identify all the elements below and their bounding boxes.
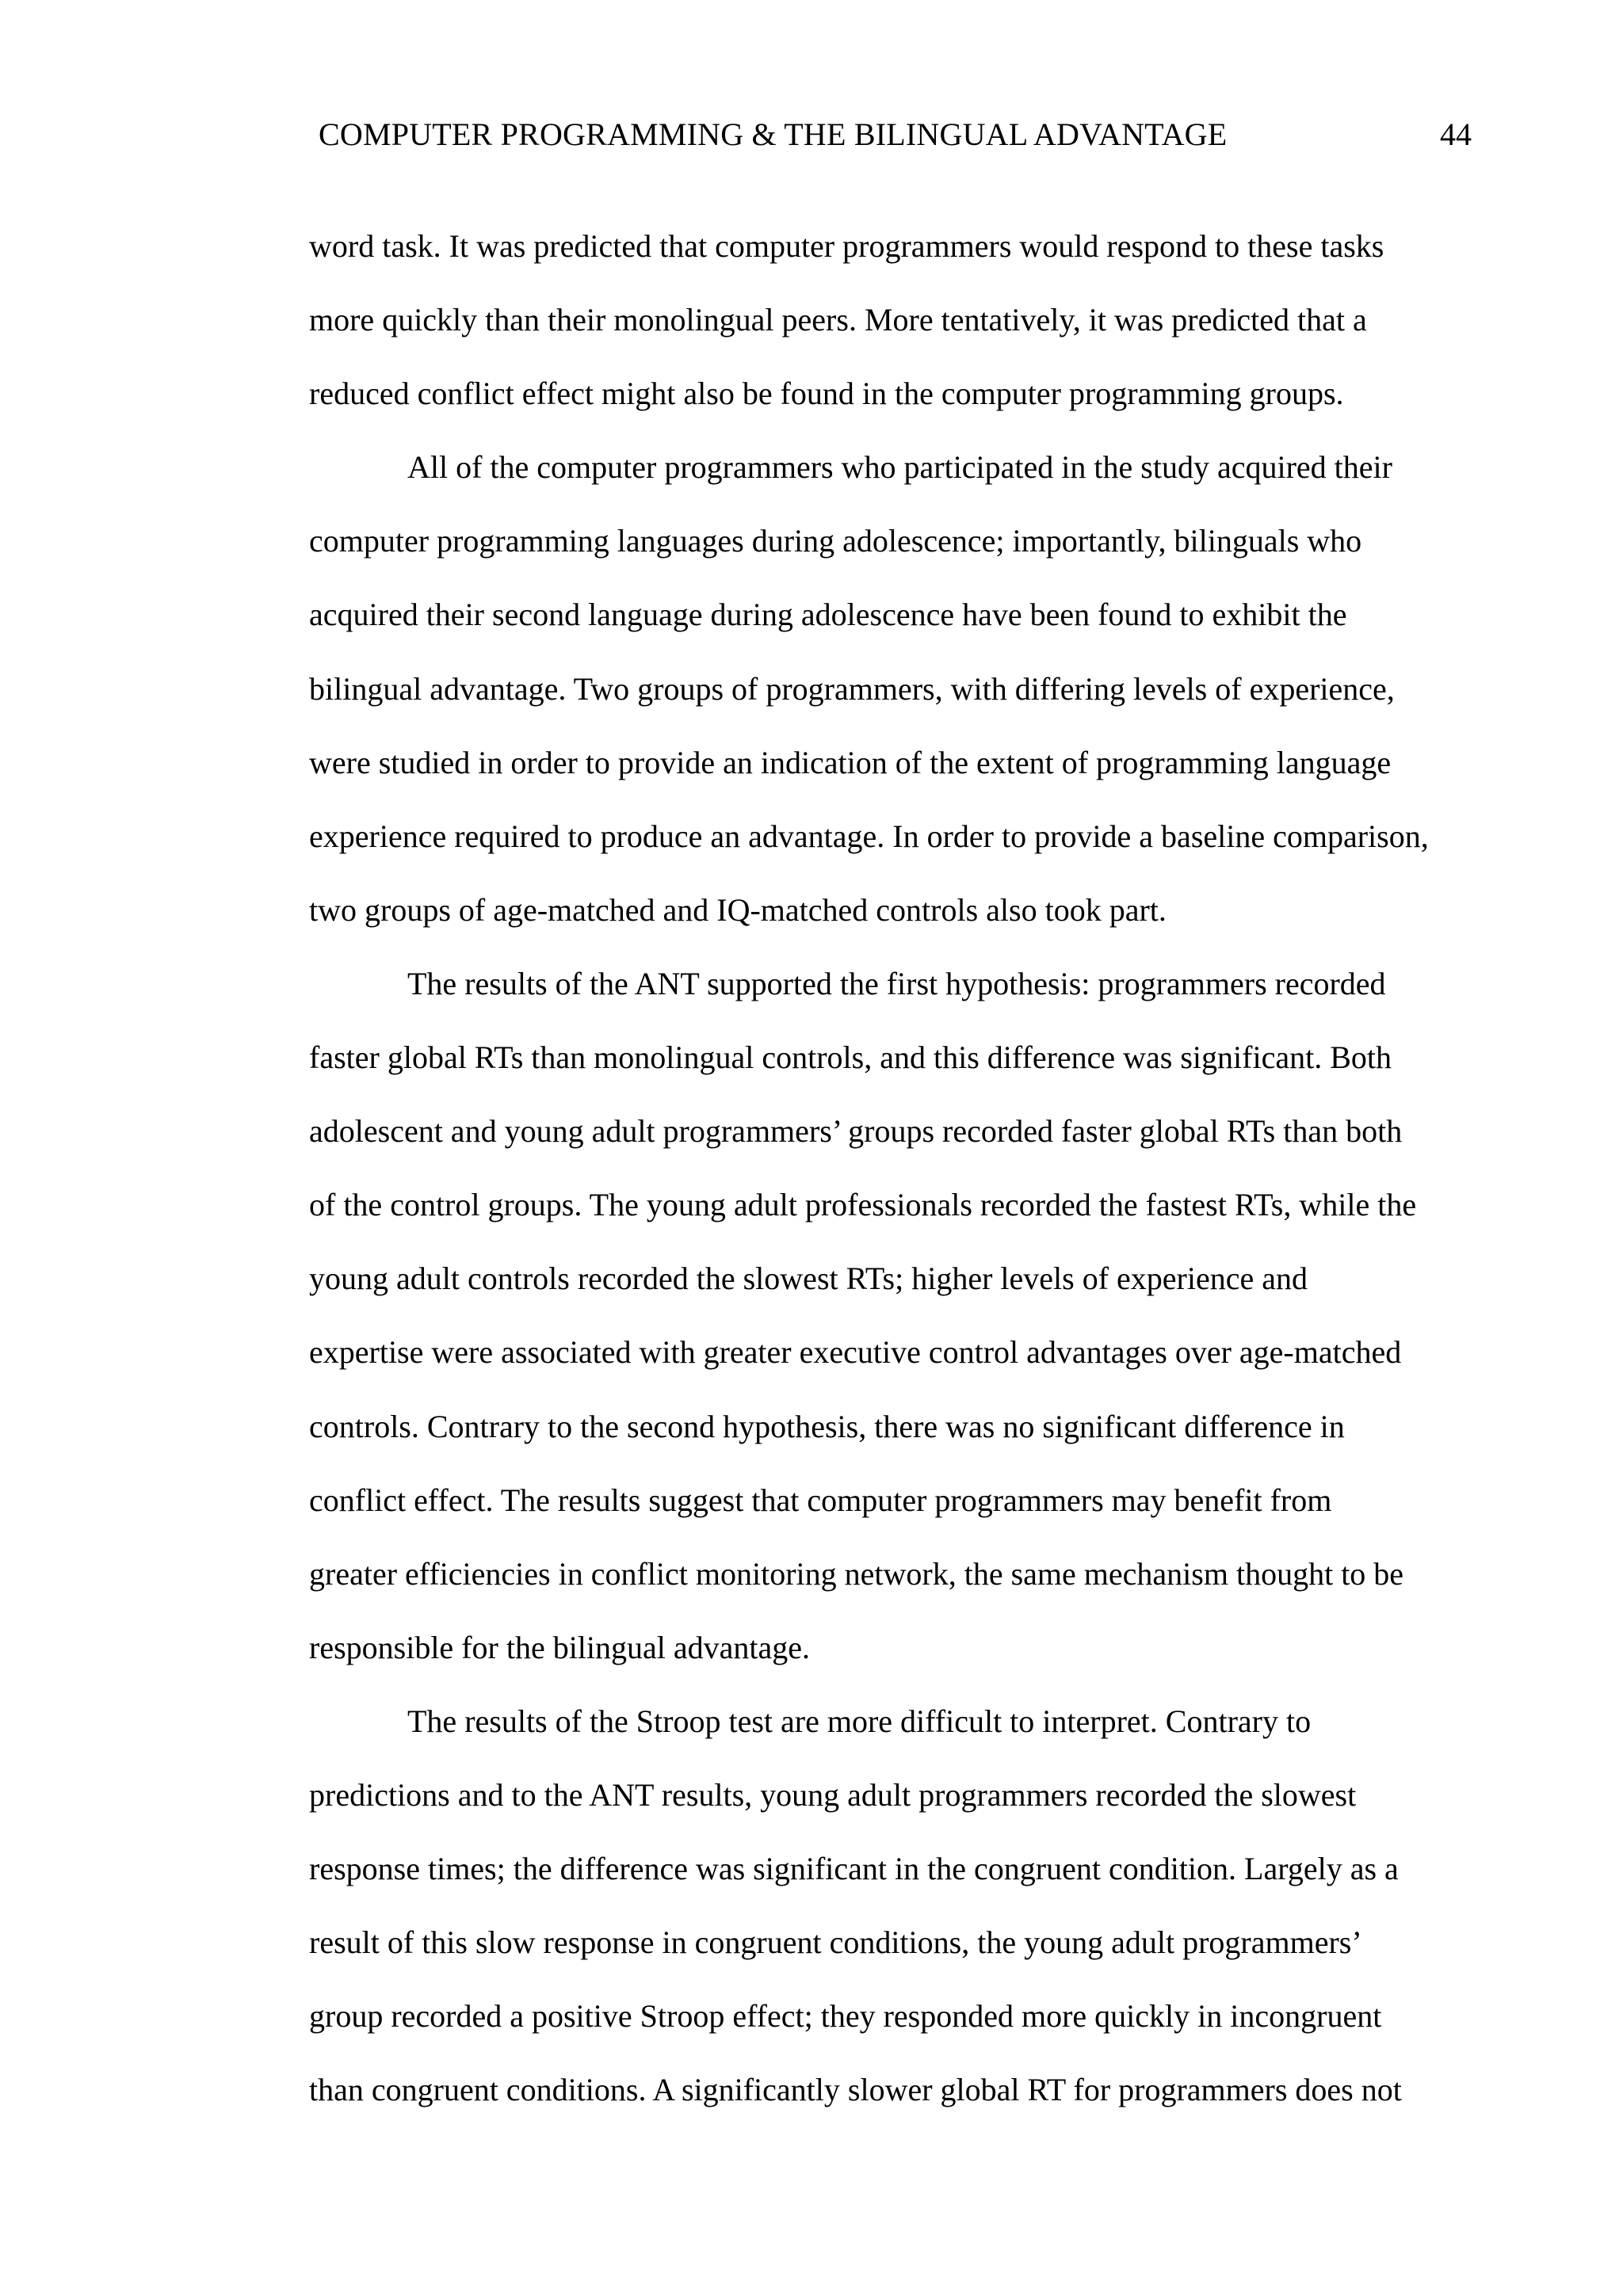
page-number: 44: [1440, 116, 1472, 152]
paragraph-first-line: The results of the Stroop test are more difficult to interpret. Contrary to: [407, 1703, 1312, 1739]
text-line: expertise were associated with greater executive control advantages over age-matched: [309, 1334, 1402, 1371]
text-line: two groups of age-matched and IQ-matched controls also took part.: [309, 891, 1167, 928]
text-line: than congruent conditions. A significantly slower global RT for programmers does not: [309, 2072, 1402, 2108]
text-line: controls. Contrary to the second hypothesis, there was no significant difference in: [309, 1408, 1345, 1444]
text-line: of the control groups. The young adult professionals recorded the fastest RTs, while the: [309, 1187, 1417, 1223]
text-line: reduced conflict effect might also be found in the computer programming groups.: [309, 376, 1344, 412]
text-line: experience required to produce an advantage. In order to provide a baseline comparison,: [309, 818, 1429, 854]
text-line: computer programming languages during adolescence; importantly, bilinguals who: [309, 523, 1362, 559]
paragraph-first-line: All of the computer programmers who participated in the study acquired their: [407, 449, 1392, 486]
text-line: acquired their second language during adolescence have been found to exhibit the: [309, 597, 1347, 633]
text-line: predictions and to the ANT results, young adult programmers recorded the slowest: [309, 1776, 1357, 1813]
text-line: response times; the difference was significant in the congruent condition. Largely as a: [309, 1851, 1399, 1887]
running-head: COMPUTER PROGRAMMING & THE BILINGUAL ADVANTAGE: [319, 116, 1228, 152]
paragraph-first-line: The results of the ANT supported the first hypothesis: programmers recorded: [407, 965, 1386, 1001]
body-text: [309, 209, 1482, 2126]
text-line: word task. It was predicted that computer programmers would respond to these tasks: [309, 228, 1384, 264]
text-line: group recorded a positive Stroop effect; they responded more quickly in incongruent: [309, 1998, 1382, 2035]
text-line: responsible for the bilingual advantage.: [309, 1629, 811, 1665]
text-line: adolescent and young adult programmers’ groups recorded faster global RTs than both: [309, 1113, 1403, 1150]
text-line: greater efficiencies in conflict monitoring network, the same mechanism thought to be: [309, 1555, 1404, 1592]
text-line: result of this slow response in congruent conditions, the young adult programmers’: [309, 1924, 1362, 1961]
text-line: were studied in order to provide an indication of the extent of programming language: [309, 744, 1392, 780]
text-line: more quickly than their monolingual peers. More tentatively, it was predicted that a: [309, 302, 1367, 338]
text-line: conflict effect. The results suggest that computer programmers may benefit from: [309, 1482, 1332, 1518]
text-line: young adult controls recorded the slowest RTs; higher levels of experience and: [309, 1261, 1308, 1297]
text-line: faster global RTs than monolingual controls, and this difference was significant. Both: [309, 1039, 1392, 1076]
text-line: bilingual advantage. Two groups of programmers, with differing levels of experience,: [309, 670, 1395, 707]
